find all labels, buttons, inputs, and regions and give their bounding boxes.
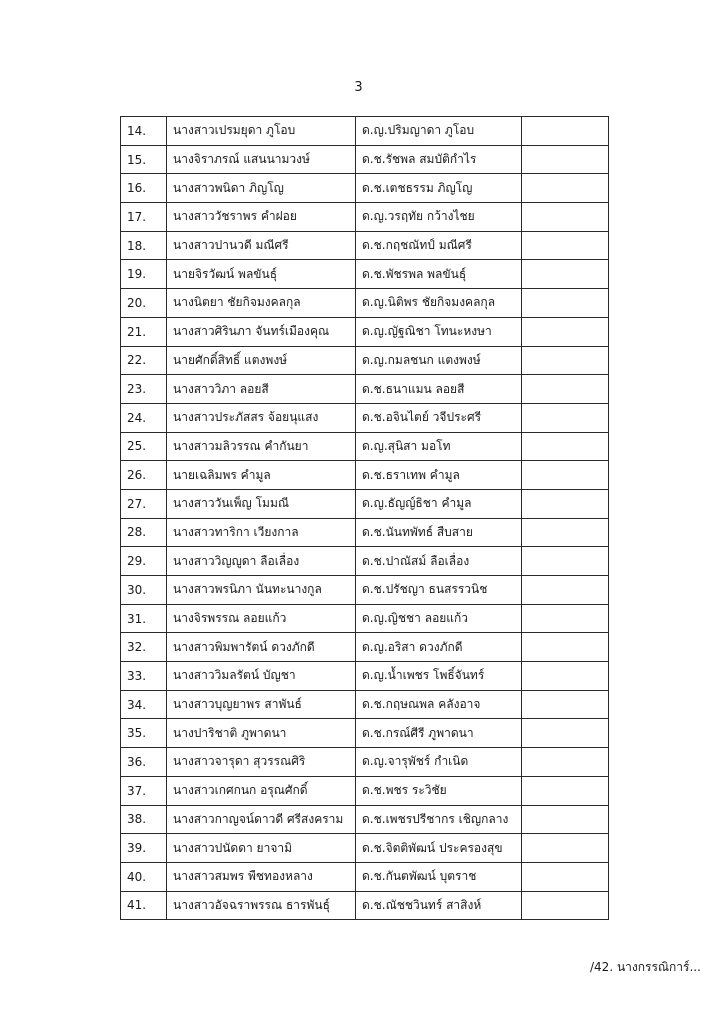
table-row: [121, 690, 609, 719]
row-number: 30.: [121, 576, 167, 605]
child-name: ด.ช.ปาณัสม์ ลือเลื่อง: [356, 547, 522, 576]
parent-name: นางสาวบุญยาพร สาพันธ์: [167, 690, 356, 719]
blank-cell: [522, 260, 609, 289]
parent-name: นางปาริชาติ ภูพาดนา: [167, 719, 356, 748]
blank-cell: [522, 748, 609, 777]
parent-name: นางสาวปนัดดา ยาจามิ: [167, 834, 356, 863]
child-name: ด.ญ.ญิชชา ลอยแก้ว: [356, 604, 522, 633]
child-name: ด.ช.พชร ระวิชัย: [356, 776, 522, 805]
parent-name: นางสาววิภา ลอยสี: [167, 375, 356, 404]
table-row: [121, 461, 609, 490]
row-number: 34.: [121, 690, 167, 719]
blank-cell: [522, 317, 609, 346]
child-name: ด.ญ.น้ำเพชร โพธิ์จันทร์: [356, 662, 522, 691]
parent-name: นางสาวกาญจน์ดาวดี ศรีสงคราม: [167, 805, 356, 834]
table-row: [121, 346, 609, 375]
parent-name: นางสาวประภัสสร จ้อยนุแสง: [167, 403, 356, 432]
blank-cell: [522, 174, 609, 203]
table-row: [121, 805, 609, 834]
row-number: 23.: [121, 375, 167, 404]
child-name: ด.ญ.ญัฐณิชา โทนะหงษา: [356, 317, 522, 346]
child-name: ด.ญ.สุนิสา มอโท: [356, 432, 522, 461]
roster-table: [120, 116, 609, 920]
table-row: [121, 260, 609, 289]
child-name: ด.ช.กฤษณพล คลังอาจ: [356, 690, 522, 719]
table-row: [121, 289, 609, 318]
parent-name: นางสาวมลิวรรณ คำกันยา: [167, 432, 356, 461]
blank-cell: [522, 891, 609, 920]
blank-cell: [522, 690, 609, 719]
blank-cell: [522, 117, 609, 146]
parent-name: นางสาวเปรมยุดา ภูโอบ: [167, 117, 356, 146]
table-row: [121, 489, 609, 518]
child-name: ด.ญ.ธัญญ์ธิชา คำมูล: [356, 489, 522, 518]
row-number: 32.: [121, 633, 167, 662]
child-name: ด.ช.รัชพล สมบัติกำไร: [356, 145, 522, 174]
row-number: 17.: [121, 203, 167, 232]
blank-cell: [522, 662, 609, 691]
row-number: 27.: [121, 489, 167, 518]
child-name: ด.ช.กฤชณัทป์ มณีศรี: [356, 231, 522, 260]
table-row: [121, 203, 609, 232]
row-number: 20.: [121, 289, 167, 318]
blank-cell: [522, 547, 609, 576]
table-row: [121, 719, 609, 748]
child-name: ด.ญ.จารุพัชร์ กำเนิด: [356, 748, 522, 777]
blank-cell: [522, 805, 609, 834]
blank-cell: [522, 633, 609, 662]
row-number: 29.: [121, 547, 167, 576]
table-row: [121, 604, 609, 633]
blank-cell: [522, 203, 609, 232]
table-row: [121, 174, 609, 203]
row-number: 40.: [121, 862, 167, 891]
continuation-note: /42. นางกรรณิการ์...: [590, 960, 701, 974]
blank-cell: [522, 403, 609, 432]
row-number: 18.: [121, 231, 167, 260]
blank-cell: [522, 231, 609, 260]
child-name: ด.ญ.ปริมญาดา ภูโอบ: [356, 117, 522, 146]
child-name: ด.ช.พัชรพล พลขันธุ์: [356, 260, 522, 289]
parent-name: นายเฉลิมพร คำมูล: [167, 461, 356, 490]
blank-cell: [522, 576, 609, 605]
parent-name: นางสาวพรนิภา นันทะนางกูล: [167, 576, 356, 605]
table-row: [121, 776, 609, 805]
parent-name: นางจิรพรรณ ลอยแก้ว: [167, 604, 356, 633]
table-row: [121, 862, 609, 891]
row-number: 21.: [121, 317, 167, 346]
child-name: ด.ช.นันทพัทธ์ สืบสาย: [356, 518, 522, 547]
table-row: [121, 518, 609, 547]
row-number: 15.: [121, 145, 167, 174]
parent-name: นายจิรวัฒน์ พลขันธุ์: [167, 260, 356, 289]
table-row: [121, 375, 609, 404]
row-number: 36.: [121, 748, 167, 777]
table-row: [121, 662, 609, 691]
blank-cell: [522, 375, 609, 404]
parent-name: นางสาวพิมพารัตน์ ดวงภักดี: [167, 633, 356, 662]
child-name: ด.ช.เตชธรรม ภิญโญ: [356, 174, 522, 203]
child-name: ด.ญ.อริสา ดวงภักดี: [356, 633, 522, 662]
table-row: [121, 432, 609, 461]
parent-name: นางสาวสมพร พืชทองหลาง: [167, 862, 356, 891]
row-number: 33.: [121, 662, 167, 691]
table-row: [121, 633, 609, 662]
parent-name: นางสาวเกศกนก อรุณศักดิ์: [167, 776, 356, 805]
row-number: 22.: [121, 346, 167, 375]
row-number: 24.: [121, 403, 167, 432]
row-number: 41.: [121, 891, 167, 920]
child-name: ด.ช.จิตติพัฒน์ ประครองสุข: [356, 834, 522, 863]
parent-name: นางสาวศิรินภา จันทร์เมืองคุณ: [167, 317, 356, 346]
blank-cell: [522, 289, 609, 318]
table-row: [121, 834, 609, 863]
parent-name: นางสาวปานวดี มณีศรี: [167, 231, 356, 260]
page-number: 3: [354, 80, 363, 95]
child-name: ด.ช.อจินไตย์ วจีประศรี: [356, 403, 522, 432]
child-name: ด.ช.ณัชชวินทร์ สาสิงห์: [356, 891, 522, 920]
blank-cell: [522, 719, 609, 748]
row-number: 25.: [121, 432, 167, 461]
parent-name: นางสาววันเพ็ญ โมมณี: [167, 489, 356, 518]
row-number: 26.: [121, 461, 167, 490]
table-row: [121, 117, 609, 146]
table-row: [121, 145, 609, 174]
child-name: ด.ช.ธราเทพ คำมูล: [356, 461, 522, 490]
blank-cell: [522, 862, 609, 891]
roster-body: [121, 117, 609, 920]
blank-cell: [522, 489, 609, 518]
blank-cell: [522, 776, 609, 805]
child-name: ด.ช.กันตพัฒน์ บุตราช: [356, 862, 522, 891]
table-row: [121, 403, 609, 432]
blank-cell: [522, 432, 609, 461]
child-name: ด.ญ.นิติพร ชัยกิจมงคลกุล: [356, 289, 522, 318]
row-number: 39.: [121, 834, 167, 863]
child-name: ด.ญ.กมลชนก แตงพงษ์: [356, 346, 522, 375]
blank-cell: [522, 604, 609, 633]
table-row: [121, 547, 609, 576]
parent-name: นางสาววัชราพร คำฝอย: [167, 203, 356, 232]
row-number: 38.: [121, 805, 167, 834]
table-row: [121, 231, 609, 260]
row-number: 35.: [121, 719, 167, 748]
table-row: [121, 317, 609, 346]
parent-name: นางสาวอัจฉราพรรณ ธารพันธุ์: [167, 891, 356, 920]
blank-cell: [522, 346, 609, 375]
parent-name: นางสาวพนิดา ภิญโญ: [167, 174, 356, 203]
row-number: 28.: [121, 518, 167, 547]
child-name: ด.ช.กรณ์ศีรี ภูพาดนา: [356, 719, 522, 748]
row-number: 14.: [121, 117, 167, 146]
row-number: 16.: [121, 174, 167, 203]
blank-cell: [522, 461, 609, 490]
blank-cell: [522, 518, 609, 547]
parent-name: นางสาววิญญูดา ลือเลื่อง: [167, 547, 356, 576]
table-row: [121, 891, 609, 920]
table-row: [121, 576, 609, 605]
blank-cell: [522, 834, 609, 863]
row-number: 31.: [121, 604, 167, 633]
parent-name: นางจิราภรณ์ แสนนามวงษ์: [167, 145, 356, 174]
parent-name: นางสาวจารุดา สุวรรณศิริ: [167, 748, 356, 777]
table-row: [121, 748, 609, 777]
row-number: 37.: [121, 776, 167, 805]
child-name: ด.ญ.วรฤทัย กว้างไชย: [356, 203, 522, 232]
parent-name: นางสาววิมลรัตน์ บัญชา: [167, 662, 356, 691]
parent-name: นางสาวทาริกา เวียงกาล: [167, 518, 356, 547]
blank-cell: [522, 145, 609, 174]
parent-name: นายศักดิ์สิทธิ์ แตงพงษ์: [167, 346, 356, 375]
row-number: 19.: [121, 260, 167, 289]
child-name: ด.ช.ปรัชญา ธนสรรวนิช: [356, 576, 522, 605]
parent-name: นางนิตยา ชัยกิจมงคลกุล: [167, 289, 356, 318]
child-name: ด.ช.ธนาแมน ลอยสี: [356, 375, 522, 404]
child-name: ด.ช.เพชรปรีชากร เชิญกลาง: [356, 805, 522, 834]
